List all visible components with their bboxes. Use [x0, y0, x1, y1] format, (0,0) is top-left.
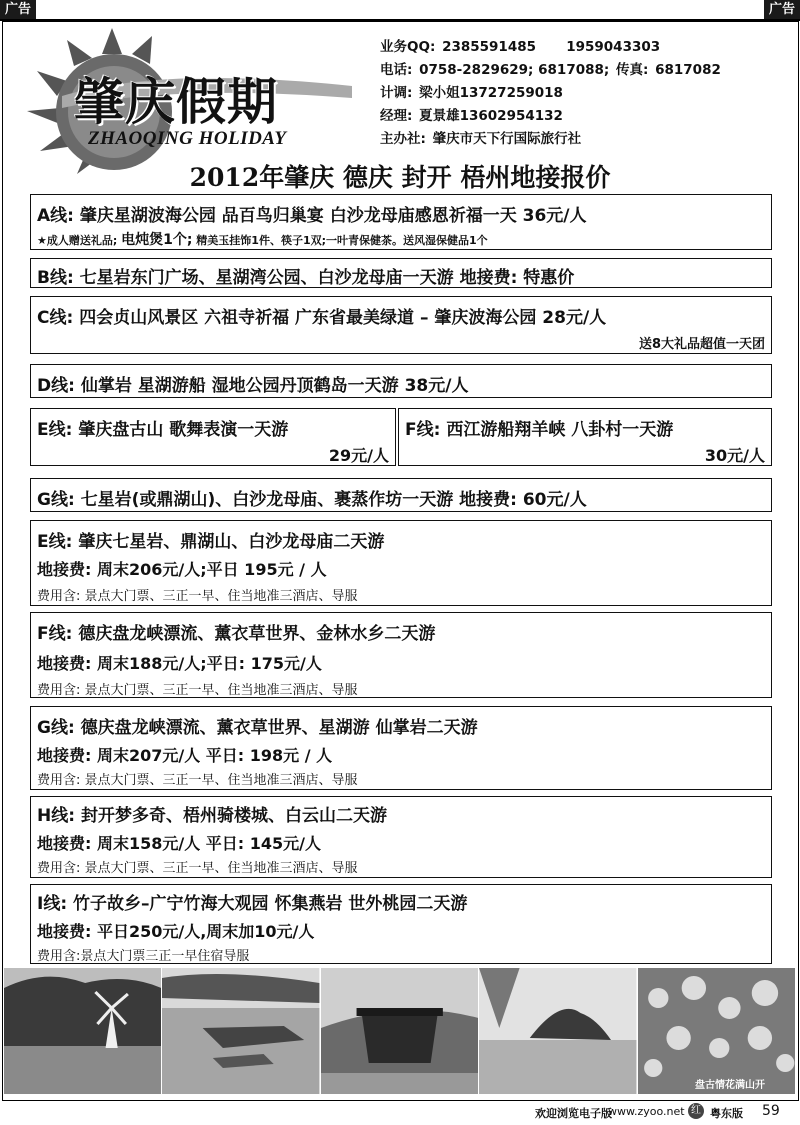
route-i-fee: 地接费: 平日250元/人,周末加10元/人	[37, 922, 315, 941]
manager-contact: 夏景雄13602954132	[419, 108, 563, 124]
route-f1-price: 30元/人	[704, 446, 765, 465]
route-a-note-big: 电炖煲1个;	[121, 232, 193, 248]
ad-label-right: 广告	[764, 0, 800, 20]
route-e2-title: E线: 肇庆七星岩、鼎湖山、白沙龙母庙二天游	[37, 532, 385, 552]
route-a-note-post: 精美玉挂饰1件、筷子1双;一叶青保健茶。送风湿保健品1个	[196, 234, 488, 247]
contact-phone	[380, 59, 795, 82]
route-a-note	[37, 229, 488, 249]
route-c-box	[30, 296, 772, 354]
photo-cauldron	[321, 968, 479, 1094]
footer-edition: 粤东版	[710, 1107, 743, 1120]
route-f2-box	[30, 612, 772, 698]
route-a-box	[30, 194, 772, 250]
route-g2-box	[30, 706, 772, 790]
contact-qq	[380, 36, 795, 59]
route-i-box	[30, 884, 772, 964]
route-a-title: A线: 肇庆星湖波海公园 品百鸟归巢宴 白沙龙母庙感恩祈福一天 36元/人	[37, 206, 587, 226]
route-a-note-pre: ★成人赠送礼品;	[37, 234, 118, 247]
contact-block	[380, 36, 795, 151]
windmill-photo-icon	[4, 968, 161, 1094]
route-e1-box	[30, 408, 396, 466]
cauldron-photo-icon	[321, 968, 478, 1094]
dispatch-label: 计调:	[380, 85, 413, 101]
route-g2-includes: 费用含: 景点大门票、三正一早、住当地准三酒店、导服	[37, 773, 358, 788]
footer-badge-icon: 红	[688, 1103, 704, 1119]
fax-label: 传真:	[616, 62, 649, 78]
route-g1-title: G线: 七星岩(或鼎湖山)、白沙龙母庙、裹蒸作坊一天游 地接费: 60元/人	[37, 490, 587, 510]
photo-mountain-river	[479, 968, 637, 1094]
route-g2-title: G线: 德庆盘龙峡漂流、薰衣草世界、星湖游 仙掌岩二天游	[37, 718, 478, 738]
route-h-box	[30, 796, 772, 878]
route-d-box	[30, 364, 772, 398]
route-i-includes: 费用含:景点大门票三正一早住宿导服	[37, 949, 250, 964]
route-d-title: D线: 仙掌岩 星湖游船 湿地公园丹顶鹤岛一天游 38元/人	[37, 376, 469, 396]
phone-label: 电话:	[380, 62, 413, 78]
photo-flowers	[638, 968, 796, 1094]
route-b-title: B线: 七星岩东门广场、星湖湾公园、白沙龙母庙一天游 地接费: 特惠价	[37, 268, 575, 288]
route-c-title: C线: 四会贞山风景区 六祖寺祈福 广东省最美绿道 – 肇庆波海公园 28元/人	[37, 308, 607, 328]
route-f1-title: F线: 西江游船翔羊峡 八卦村一天游	[405, 420, 674, 440]
photo-windmill	[4, 968, 162, 1094]
photo-caption: 盘古情花满山开	[695, 1080, 766, 1091]
route-h-title: H线: 封开梦多奇、梧州骑楼城、白云山二天游	[37, 806, 387, 826]
route-f2-title: F线: 德庆盘龙峡漂流、薰衣草世界、金林水乡二天游	[37, 624, 436, 644]
route-h-fee: 地接费: 周末158元/人 平日: 145元/人	[37, 834, 321, 853]
host-agency: 肇庆市天下行国际旅行社	[432, 131, 582, 147]
qq-label: 业务QQ:	[380, 39, 436, 55]
route-b-box	[30, 258, 772, 288]
page-number: 59	[762, 1103, 780, 1119]
qq-number-2: 1959043303	[566, 39, 661, 55]
route-f2-includes: 费用含: 景点大门票、三正一早、住当地准三酒店、导服	[37, 683, 358, 698]
contact-dispatch	[380, 82, 795, 105]
qq-number-1: 2385591485	[442, 39, 536, 55]
photo-strip	[4, 968, 796, 1094]
host-label: 主办社:	[380, 131, 426, 147]
route-e2-box	[30, 520, 772, 606]
route-e1-title: E线: 肇庆盘古山 歌舞表演一天游	[37, 420, 289, 440]
footer-text: 欢迎浏览电子版	[535, 1107, 612, 1120]
route-g2-fee: 地接费: 周末207元/人 平日: 198元 / 人	[37, 746, 333, 765]
headline: 2012年肇庆 德庆 封开 梧州地接报价	[189, 163, 611, 192]
logo-subtitle: ZHAOQING HOLIDAY	[88, 128, 287, 149]
route-i-title: I线: 竹子故乡–广宁竹海大观园 怀集燕岩 世外桃园二天游	[37, 894, 468, 914]
phone-number: 0758-2829629; 6817088;	[419, 62, 610, 78]
route-e2-includes: 费用含: 景点大门票、三正一早、住当地准三酒店、导服	[37, 589, 358, 604]
logo-title: 肇庆假期	[74, 72, 278, 131]
photo-lake	[162, 968, 320, 1094]
contact-host	[380, 128, 795, 151]
route-c-note: 送8大礼品超值一天团	[638, 337, 765, 352]
route-f1-box	[398, 408, 772, 466]
mountain-photo-icon	[479, 968, 636, 1094]
route-g1-box	[30, 478, 772, 512]
route-e2-fee: 地接费: 周末206元/人;平日 195元 / 人	[37, 560, 327, 579]
ad-label-left: 广告	[0, 0, 36, 20]
route-f2-fee: 地接费: 周末188元/人;平日: 175元/人	[37, 654, 322, 673]
route-h-includes: 费用含: 景点大门票、三正一早、住当地准三酒店、导服	[37, 861, 358, 876]
dispatch-contact: 梁小姐13727259018	[419, 85, 563, 101]
lake-photo-icon	[162, 968, 319, 1094]
route-e1-price: 29元/人	[328, 446, 389, 465]
fax-number: 6817082	[655, 62, 721, 78]
contact-manager	[380, 105, 795, 128]
company-logo	[22, 26, 362, 178]
footer-url[interactable]: www.zyoo.net	[608, 1105, 685, 1118]
page-footer	[0, 1100, 800, 1125]
manager-label: 经理:	[380, 108, 413, 124]
